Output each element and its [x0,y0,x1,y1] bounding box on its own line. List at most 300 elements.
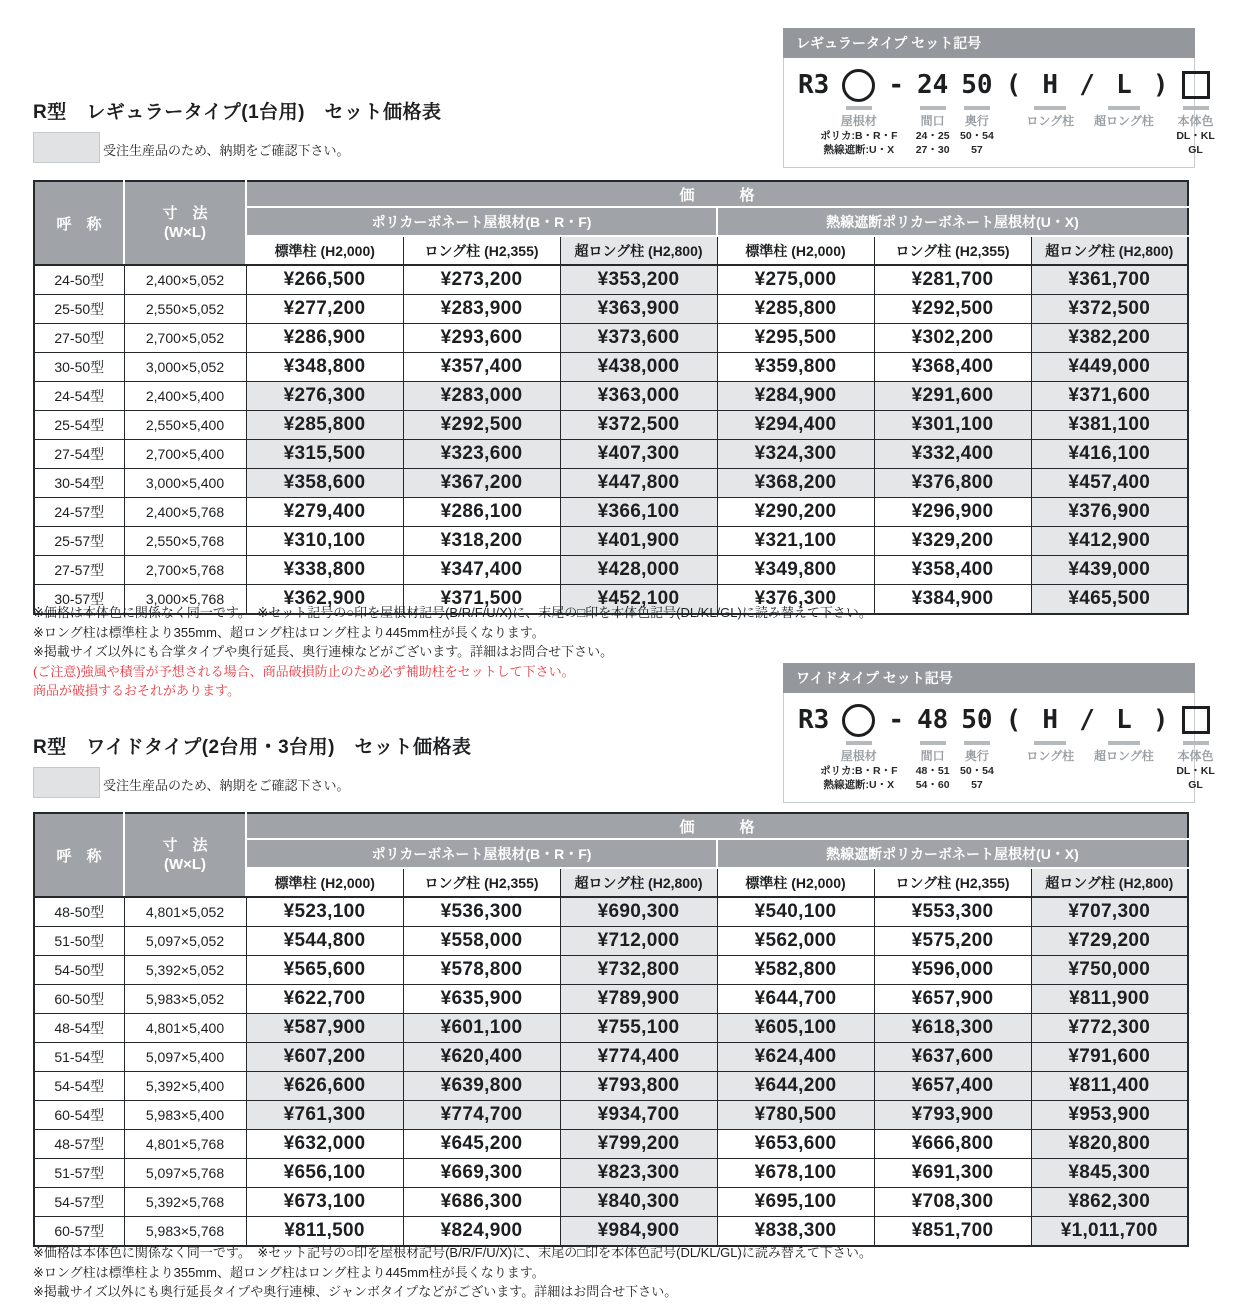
table-row [34,985,1188,1014]
price-cell: ¥294,400 [717,411,874,440]
size-cell: 2,400×5,052 [124,265,246,295]
model-name-cell: 51-54型 [34,1043,124,1072]
group-header-polycarbonate: ポリカーボネート屋根材(B・R・F) [246,207,717,236]
section1-lead-color-box [33,132,100,163]
underline-bar [964,741,990,745]
symbol-span-group: 48 間口 48・51 54・60 [915,705,950,791]
symbol-box-header: ワイドタイプ セット記号 [783,663,1195,693]
table-row [34,527,1188,556]
price-cell: ¥358,600 [246,469,403,498]
size-cell: 5,392×5,768 [124,1188,246,1217]
size-cell: 5,983×5,768 [124,1217,246,1247]
section2-title: R型 ワイドタイプ(2台用・3台用) セット価格表 [33,737,472,758]
price-cell: ¥732,800 [560,956,717,985]
symbol-prefix: R3 [798,70,830,100]
price-cell: ¥644,700 [717,985,874,1014]
depth-label: 奥行 [964,749,989,763]
price-cell: ¥349,800 [717,556,874,585]
price-cell: ¥295,500 [717,324,874,353]
price-cell: ¥338,800 [246,556,403,585]
price-cell: ¥366,100 [560,498,717,527]
price-cell: ¥362,900 [246,585,403,615]
table-row [34,1014,1188,1043]
price-cell: ¥729,200 [1031,927,1188,956]
table-row [34,897,1188,927]
section2-lead-color-box [33,767,100,798]
size-cell: 4,801×5,400 [124,1014,246,1043]
price-cell: ¥373,600 [560,324,717,353]
price-cell: ¥632,000 [246,1130,403,1159]
table-row [34,956,1188,985]
price-cell: ¥618,300 [874,1014,1031,1043]
price-cell: ¥536,300 [403,897,560,927]
table-row [34,353,1188,382]
table-row [34,1072,1188,1101]
model-name-cell: 48-50型 [34,897,124,927]
price-cell: ¥290,200 [717,498,874,527]
price-cell: ¥845,300 [1031,1159,1188,1188]
table-row [34,1217,1188,1247]
circle-placeholder-icon [842,69,875,102]
size-cell: 2,400×5,768 [124,498,246,527]
circle-placeholder-icon [842,704,875,737]
price-cell: ¥774,400 [560,1043,717,1072]
price-cell: ¥582,800 [717,956,874,985]
symbol-box-header: レギュラータイプ セット記号 [783,28,1195,58]
price-cell: ¥285,800 [246,411,403,440]
price-cell: ¥774,700 [403,1101,560,1130]
section1-notes [33,603,872,701]
note-line: ※ロング柱は標準柱より355mm、超ロング柱はロング柱より445mm柱が長くなります。 [33,624,545,640]
price-cell: ¥761,300 [246,1101,403,1130]
col-header-standard-post: 標準柱 (H2,000) [717,236,874,265]
price-cell: ¥544,800 [246,927,403,956]
symbol-long-post-group: H ロング柱 [1026,705,1075,763]
note-line: ※価格は本体色に関係なく同一です。 ※セット記号の○印を屋根材記号(B/R/F/U/X)に、末尾の□印を本体色記号(DL/KL/GL)に読み替えて下さい。 [33,1245,872,1260]
wide-type-price-table [33,812,1189,1247]
col-header-super-long-post: 超ロング柱 (H2,800) [1031,868,1188,897]
price-cell: ¥277,200 [246,295,403,324]
price-cell: ¥347,400 [403,556,560,585]
price-cell: ¥376,900 [1031,498,1188,527]
symbol-paren-open: ( [1005,70,1022,100]
table-row [34,1043,1188,1072]
price-cell: ¥416,100 [1031,440,1188,469]
price-cell: ¥793,800 [560,1072,717,1101]
table-row [34,927,1188,956]
price-cell: ¥1,011,700 [1031,1217,1188,1247]
regular-type-symbol-box [783,28,1215,168]
warning-note-line: 商品が破損するおそれがあります。 [33,683,240,698]
price-cell: ¥695,100 [717,1188,874,1217]
size-cell: 5,097×5,768 [124,1159,246,1188]
symbol-paren-close: ) [1152,70,1169,100]
symbol-prefix: R3 [798,705,830,735]
price-cell: ¥851,700 [874,1217,1031,1247]
table-row [34,295,1188,324]
table-row [34,556,1188,585]
symbol-span-group: 24 間口 24・25 27・30 [915,70,950,156]
size-cell: 5,392×5,052 [124,956,246,985]
price-cell: ¥553,300 [874,897,1031,927]
size-cell: 2,550×5,400 [124,411,246,440]
square-placeholder-icon [1182,706,1210,734]
price-cell: ¥376,300 [717,585,874,615]
section1-title: R型 レギュラータイプ(1台用) セット価格表 [33,102,442,123]
price-cell: ¥953,900 [1031,1101,1188,1130]
col-header-standard-post: 標準柱 (H2,000) [717,868,874,897]
table-row [34,1101,1188,1130]
model-name-cell: 48-54型 [34,1014,124,1043]
model-name-cell: 25-57型 [34,527,124,556]
note-line: ※価格は本体色に関係なく同一です。 ※セット記号の○印を屋根材記号(B/R/F/U/X)に、末尾の□印を本体色記号(DL/KL/GL)に読み替えて下さい。 [33,605,872,620]
symbol-box-body [783,58,1215,168]
model-name-cell: 30-57型 [34,585,124,615]
size-cell: 2,700×5,768 [124,556,246,585]
roof-label: 屋根材 [840,114,877,128]
group-header-heat-shield: 熱線遮断ポリカーボネート屋根材(U・X) [717,839,1188,868]
size-cell: 5,097×5,400 [124,1043,246,1072]
price-cell: ¥596,000 [874,956,1031,985]
price-cell: ¥793,900 [874,1101,1031,1130]
symbol-slash: / [1079,705,1095,735]
model-name-cell: 27-54型 [34,440,124,469]
price-cell: ¥811,400 [1031,1072,1188,1101]
table-row [34,411,1188,440]
price-cell: ¥755,100 [560,1014,717,1043]
underline-bar [1183,741,1209,745]
underline-bar [964,106,990,110]
col-header-name: 呼 称 [34,181,124,265]
price-cell: ¥562,000 [717,927,874,956]
symbol-slash: / [1079,70,1095,100]
price-cell: ¥811,900 [1031,985,1188,1014]
price-cell: ¥353,200 [560,265,717,295]
table-row [34,1130,1188,1159]
price-cell: ¥371,600 [1031,382,1188,411]
model-name-cell: 51-50型 [34,927,124,956]
price-cell: ¥292,500 [403,411,560,440]
model-name-cell: 25-54型 [34,411,124,440]
model-name-cell: 30-50型 [34,353,124,382]
model-name-cell: 27-57型 [34,556,124,585]
price-cell: ¥601,100 [403,1014,560,1043]
price-cell: ¥315,500 [246,440,403,469]
price-cell: ¥449,000 [1031,353,1188,382]
symbol-paren-open: ( [1005,705,1022,735]
price-cell: ¥283,900 [403,295,560,324]
size-cell: 3,000×5,400 [124,469,246,498]
price-cell: ¥302,200 [874,324,1031,353]
price-cell: ¥575,200 [874,927,1031,956]
price-cell: ¥750,000 [1031,956,1188,985]
symbol-long-post-group: H ロング柱 [1026,70,1075,128]
price-cell: ¥673,100 [246,1188,403,1217]
regular-type-price-table [33,180,1189,615]
price-cell: ¥363,900 [560,295,717,324]
price-cell: ¥332,400 [874,440,1031,469]
underline-bar [1108,741,1140,745]
price-cell: ¥368,200 [717,469,874,498]
price-cell: ¥637,600 [874,1043,1031,1072]
model-name-cell: 24-54型 [34,382,124,411]
price-cell: ¥384,900 [874,585,1031,615]
price-cell: ¥371,500 [403,585,560,615]
price-cell: ¥862,300 [1031,1188,1188,1217]
price-cell: ¥323,600 [403,440,560,469]
price-cell: ¥984,900 [560,1217,717,1247]
table-row [34,498,1188,527]
price-cell: ¥329,200 [874,527,1031,556]
table-row [34,1159,1188,1188]
price-cell: ¥368,400 [874,353,1031,382]
depth-label: 奥行 [964,114,989,128]
col-header-price: 価 格 [246,813,1188,839]
group-header-heat-shield: 熱線遮断ポリカーボネート屋根材(U・X) [717,207,1188,236]
size-cell: 3,000×5,768 [124,585,246,615]
section2-lead-note: 受注生産品のため、納期をご確認下さい。 [103,778,350,793]
size-cell: 5,097×5,052 [124,927,246,956]
price-cell: ¥657,900 [874,985,1031,1014]
section2-notes [33,1243,872,1302]
price-cell: ¥838,300 [717,1217,874,1247]
symbol-box-body [783,693,1215,803]
model-name-cell: 27-50型 [34,324,124,353]
price-cell: ¥644,200 [717,1072,874,1101]
wide-type-symbol-box [783,663,1215,803]
price-cell: ¥791,600 [1031,1043,1188,1072]
underline-bar [1108,106,1140,110]
price-cell: ¥824,900 [403,1217,560,1247]
price-cell: ¥789,900 [560,985,717,1014]
price-cell: ¥447,800 [560,469,717,498]
table-row [34,324,1188,353]
price-cell: ¥439,000 [1031,556,1188,585]
roof-label: 屋根材 [840,749,877,763]
price-cell: ¥279,400 [246,498,403,527]
size-cell: 2,400×5,400 [124,382,246,411]
note-line: ※掲載サイズ以外にも合掌タイプや奥行延長、奥行連棟などがございます。詳細はお問合せ下さい。 [33,644,614,659]
long-post-label: ロング柱 [1026,749,1075,763]
symbol-roof-group: 屋根材 ポリカ:B・R・F 熱線遮断:U・X [842,70,875,157]
size-cell: 2,700×5,400 [124,440,246,469]
model-name-cell: 48-57型 [34,1130,124,1159]
price-cell: ¥286,100 [403,498,560,527]
section1-lead-note: 受注生産品のため、納期をご確認下さい。 [103,143,350,158]
price-cell: ¥626,600 [246,1072,403,1101]
price-cell: ¥645,200 [403,1130,560,1159]
long-post-label: ロング柱 [1026,114,1075,128]
price-cell: ¥691,300 [874,1159,1031,1188]
price-cell: ¥301,100 [874,411,1031,440]
price-cell: ¥318,200 [403,527,560,556]
model-name-cell: 54-50型 [34,956,124,985]
body-color-label: 本体色 [1177,749,1214,763]
price-cell: ¥558,000 [403,927,560,956]
price-cell: ¥296,900 [874,498,1031,527]
size-cell: 5,983×5,400 [124,1101,246,1130]
price-cell: ¥540,100 [717,897,874,927]
size-cell: 5,983×5,052 [124,985,246,1014]
price-cell: ¥372,500 [1031,295,1188,324]
model-name-cell: 25-50型 [34,295,124,324]
price-cell: ¥523,100 [246,897,403,927]
square-placeholder-icon [1182,71,1210,99]
price-cell: ¥276,300 [246,382,403,411]
span-label: 間口 [920,114,945,128]
price-cell: ¥367,200 [403,469,560,498]
size-cell: 4,801×5,768 [124,1130,246,1159]
price-cell: ¥283,000 [403,382,560,411]
price-cell: ¥310,100 [246,527,403,556]
col-header-long-post: ロング柱 (H2,355) [403,236,560,265]
underline-bar [1034,741,1066,745]
col-header-name: 呼 称 [34,813,124,897]
price-cell: ¥587,900 [246,1014,403,1043]
price-cell: ¥382,200 [1031,324,1188,353]
price-cell: ¥656,100 [246,1159,403,1188]
price-cell: ¥457,400 [1031,469,1188,498]
price-cell: ¥266,500 [246,265,403,295]
price-cell: ¥363,000 [560,382,717,411]
col-header-super-long-post: 超ロング柱 (H2,800) [1031,236,1188,265]
price-cell: ¥811,500 [246,1217,403,1247]
price-cell: ¥707,300 [1031,897,1188,927]
price-cell: ¥428,000 [560,556,717,585]
price-cell: ¥273,200 [403,265,560,295]
price-cell: ¥361,700 [1031,265,1188,295]
note-line: ※掲載サイズ以外にも奥行延長タイプや奥行連棟、ジャンボタイプなどがございます。詳細はお問合せ下さい。 [33,1284,678,1299]
symbol-super-long-post-group: L 超ロング柱 [1094,705,1154,763]
price-cell: ¥669,300 [403,1159,560,1188]
price-cell: ¥359,800 [717,353,874,382]
price-cell: ¥635,900 [403,985,560,1014]
underline-bar [1183,106,1209,110]
model-name-cell: 60-50型 [34,985,124,1014]
col-header-standard-post: 標準柱 (H2,000) [246,236,403,265]
price-cell: ¥666,800 [874,1130,1031,1159]
price-cell: ¥401,900 [560,527,717,556]
price-cell: ¥772,300 [1031,1014,1188,1043]
size-cell: 2,550×5,768 [124,527,246,556]
model-name-cell: 30-54型 [34,469,124,498]
price-cell: ¥578,800 [403,956,560,985]
price-cell: ¥823,300 [560,1159,717,1188]
price-cell: ¥358,400 [874,556,1031,585]
underline-bar [1034,106,1066,110]
underline-bar [920,106,946,110]
note-line: ※ロング柱は標準柱より355mm、超ロング柱はロング柱より445mm柱が長くなります。 [33,1264,545,1280]
model-name-cell: 54-57型 [34,1188,124,1217]
col-header-size: 寸 法 (W×L) [124,813,246,897]
super-long-post-label: 超ロング柱 [1094,114,1154,128]
price-cell: ¥605,100 [717,1014,874,1043]
body-color-label: 本体色 [1177,114,1214,128]
price-cell: ¥708,300 [874,1188,1031,1217]
price-cell: ¥324,300 [717,440,874,469]
super-long-post-label: 超ロング柱 [1094,749,1154,763]
col-header-super-long-post: 超ロング柱 (H2,800) [560,868,717,897]
price-cell: ¥291,600 [874,382,1031,411]
col-header-price: 価 格 [246,181,1188,207]
model-name-cell: 60-57型 [34,1217,124,1247]
col-header-long-post: ロング柱 (H2,355) [874,236,1031,265]
price-cell: ¥712,000 [560,927,717,956]
warning-note-line: (ご注意)強風や積雪が予想される場合、商品破損防止のため必ず補助柱をセットして下さい。 [33,663,575,679]
price-cell: ¥381,100 [1031,411,1188,440]
price-cell: ¥292,500 [874,295,1031,324]
table-row [34,382,1188,411]
col-header-size: 寸 法 (W×L) [124,181,246,265]
price-cell: ¥452,100 [560,585,717,615]
price-cell: ¥799,200 [560,1130,717,1159]
symbol-body-color-group: 本体色 DL・KL GL [1182,70,1210,157]
price-cell: ¥678,100 [717,1159,874,1188]
col-header-standard-post: 標準柱 (H2,000) [246,868,403,897]
underline-bar [846,106,872,110]
model-name-cell: 51-57型 [34,1159,124,1188]
size-cell: 3,000×5,052 [124,353,246,382]
price-cell: ¥376,800 [874,469,1031,498]
price-cell: ¥348,800 [246,353,403,382]
price-cell: ¥934,700 [560,1101,717,1130]
symbol-super-long-post-group: L 超ロング柱 [1094,70,1154,128]
underline-bar [846,741,872,745]
price-cell: ¥285,800 [717,295,874,324]
price-cell: ¥840,300 [560,1188,717,1217]
symbol-depth-group: 50 奥行 50・54 57 [960,705,994,791]
symbol-dash: - [888,705,904,735]
price-cell: ¥465,500 [1031,585,1188,615]
price-cell: ¥657,400 [874,1072,1031,1101]
underline-bar [920,741,946,745]
col-header-super-long-post: 超ロング柱 (H2,800) [560,236,717,265]
price-cell: ¥286,900 [246,324,403,353]
table-row [34,265,1188,295]
col-header-long-post: ロング柱 (H2,355) [403,868,560,897]
group-header-polycarbonate: ポリカーボネート屋根材(B・R・F) [246,839,717,868]
price-cell: ¥622,700 [246,985,403,1014]
price-cell: ¥293,600 [403,324,560,353]
price-cell: ¥686,300 [403,1188,560,1217]
price-cell: ¥281,700 [874,265,1031,295]
size-cell: 4,801×5,052 [124,897,246,927]
symbol-dash: - [888,70,904,100]
size-cell: 2,700×5,052 [124,324,246,353]
price-cell: ¥321,100 [717,527,874,556]
price-cell: ¥372,500 [560,411,717,440]
size-cell: 2,550×5,052 [124,295,246,324]
price-cell: ¥780,500 [717,1101,874,1130]
table-row [34,1188,1188,1217]
price-cell: ¥620,400 [403,1043,560,1072]
price-cell: ¥284,900 [717,382,874,411]
symbol-roof-group: 屋根材 ポリカ:B・R・F 熱線遮断:U・X [842,705,875,792]
symbol-depth-group: 50 奥行 50・54 57 [960,70,994,156]
table-row [34,440,1188,469]
price-cell: ¥607,200 [246,1043,403,1072]
col-header-long-post: ロング柱 (H2,355) [874,868,1031,897]
symbol-paren-close: ) [1152,705,1169,735]
model-name-cell: 24-50型 [34,265,124,295]
size-cell: 5,392×5,400 [124,1072,246,1101]
model-name-cell: 54-54型 [34,1072,124,1101]
price-cell: ¥357,400 [403,353,560,382]
span-label: 間口 [920,749,945,763]
price-cell: ¥690,300 [560,897,717,927]
table-row [34,469,1188,498]
price-cell: ¥565,600 [246,956,403,985]
